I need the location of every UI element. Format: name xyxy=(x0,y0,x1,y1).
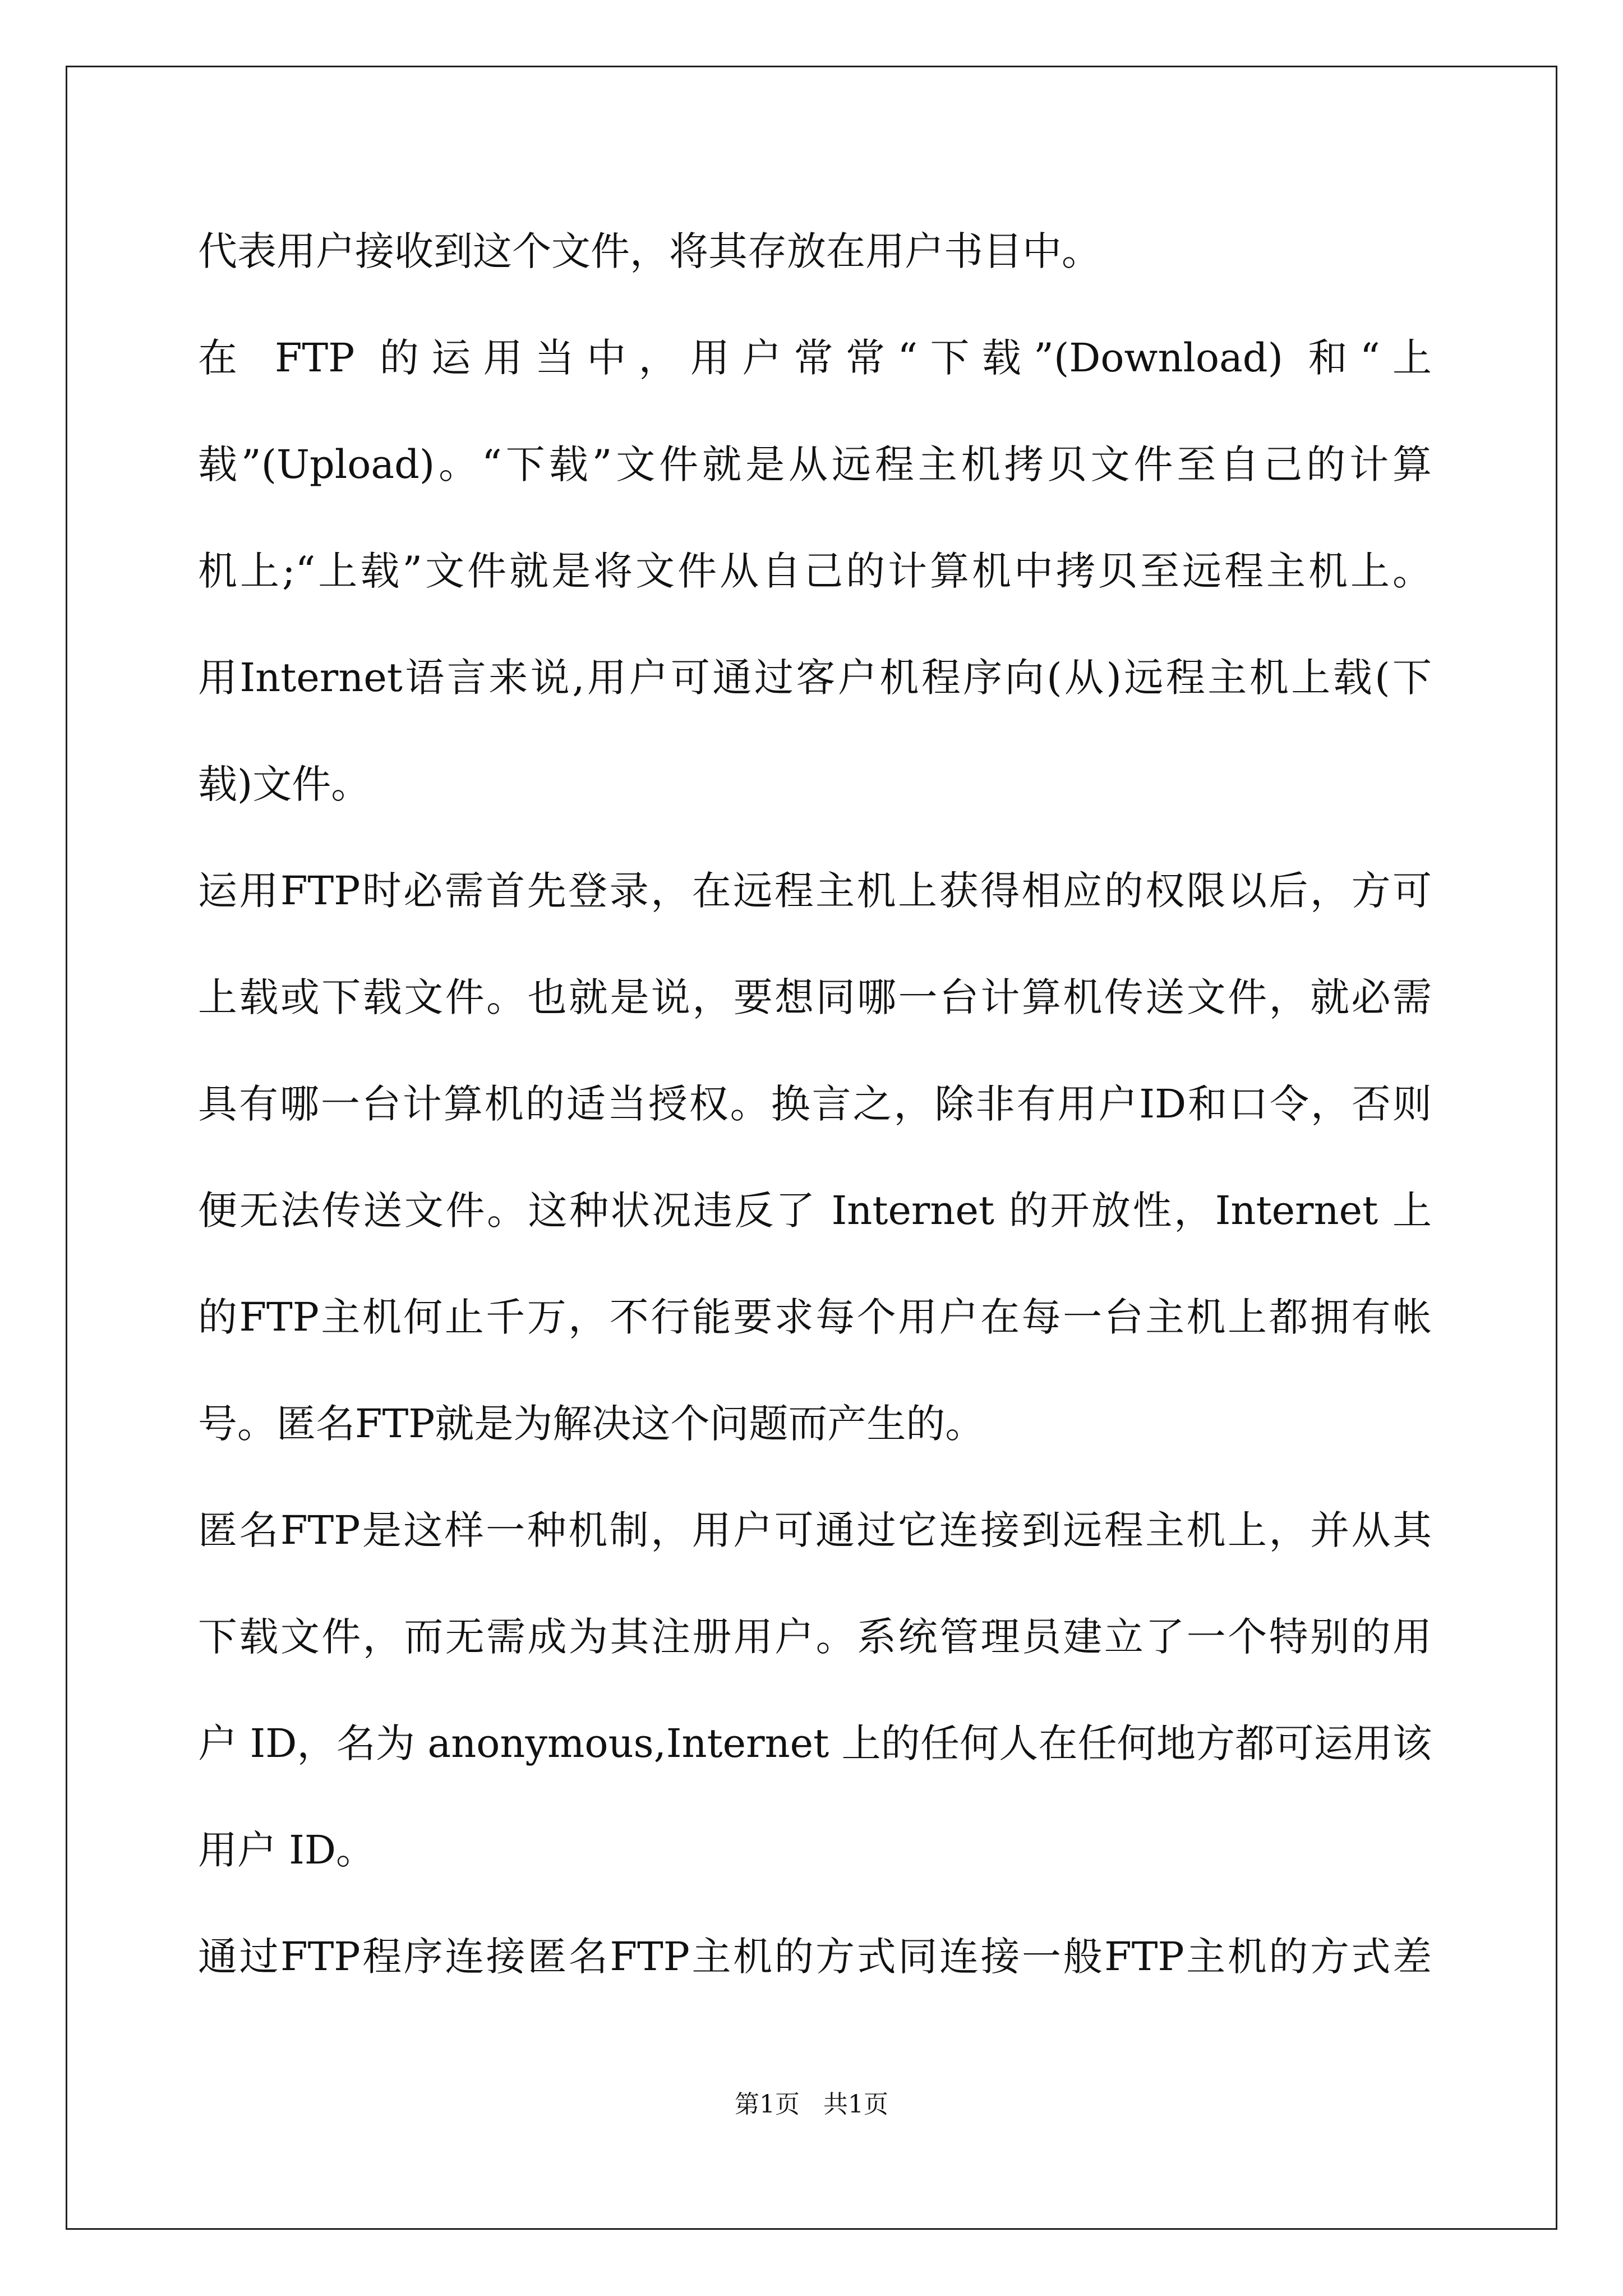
text-line: 具有哪一台计算机的适当授权。换言之，除非有用户ID和口令，否则 xyxy=(198,1081,1432,1127)
text-line: 在 FTP 的运用当中，用户常常“下载”(Download) 和“上 xyxy=(198,335,1432,381)
text-line: 匿名FTP是这样一种机制，用户可通过它连接到远程主机上，并从其 xyxy=(198,1507,1432,1553)
page-footer: 第1页 共1页 xyxy=(735,2090,888,2119)
text-line: 下载文件，而无需成为其注册用户。系统管理员建立了一个特别的用 xyxy=(198,1614,1432,1660)
text-line: 号。匿名FTP就是为解决这个问题而产生的。 xyxy=(198,1401,985,1447)
text-line: 户 ID，名为 anonymous,Internet 上的任何人在任何地方都可运用该 xyxy=(198,1720,1432,1766)
text-line: 运用FTP时必需首先登录，在远程主机上获得相应的权限以后，方可 xyxy=(198,868,1432,914)
text-line: 上载或下载文件。也就是说，要想同哪一台计算机传送文件，就必需 xyxy=(198,974,1432,1020)
text-line: 用Internet语言来说,用户可通过客户机程序向(从)远程主机上载(下 xyxy=(198,655,1432,701)
page-border xyxy=(66,66,1557,2230)
text-line: 通过FTP程序连接匿名FTP主机的方式同连接一般FTP主机的方式差 xyxy=(198,1934,1432,1980)
text-line: 用户 ID。 xyxy=(198,1827,376,1873)
text-line: 载”(Upload)。“下载”文件就是从远程主机拷贝文件至自己的计算 xyxy=(198,441,1432,487)
text-line: 的FTP主机何止千万，不行能要求每个用户在每一台主机上都拥有帐 xyxy=(198,1294,1432,1340)
text-line: 载)文件。 xyxy=(198,761,371,807)
text-line: 便无法传送文件。这种状况违反了 Internet 的开放性，Internet 上 xyxy=(198,1188,1432,1234)
text-line: 机上;“上载”文件就是将文件从自己的计算机中拷贝至远程主机上。 xyxy=(198,548,1432,594)
text-line: 代表用户接收到这个文件，将其存放在用户书目中。 xyxy=(198,228,1101,274)
